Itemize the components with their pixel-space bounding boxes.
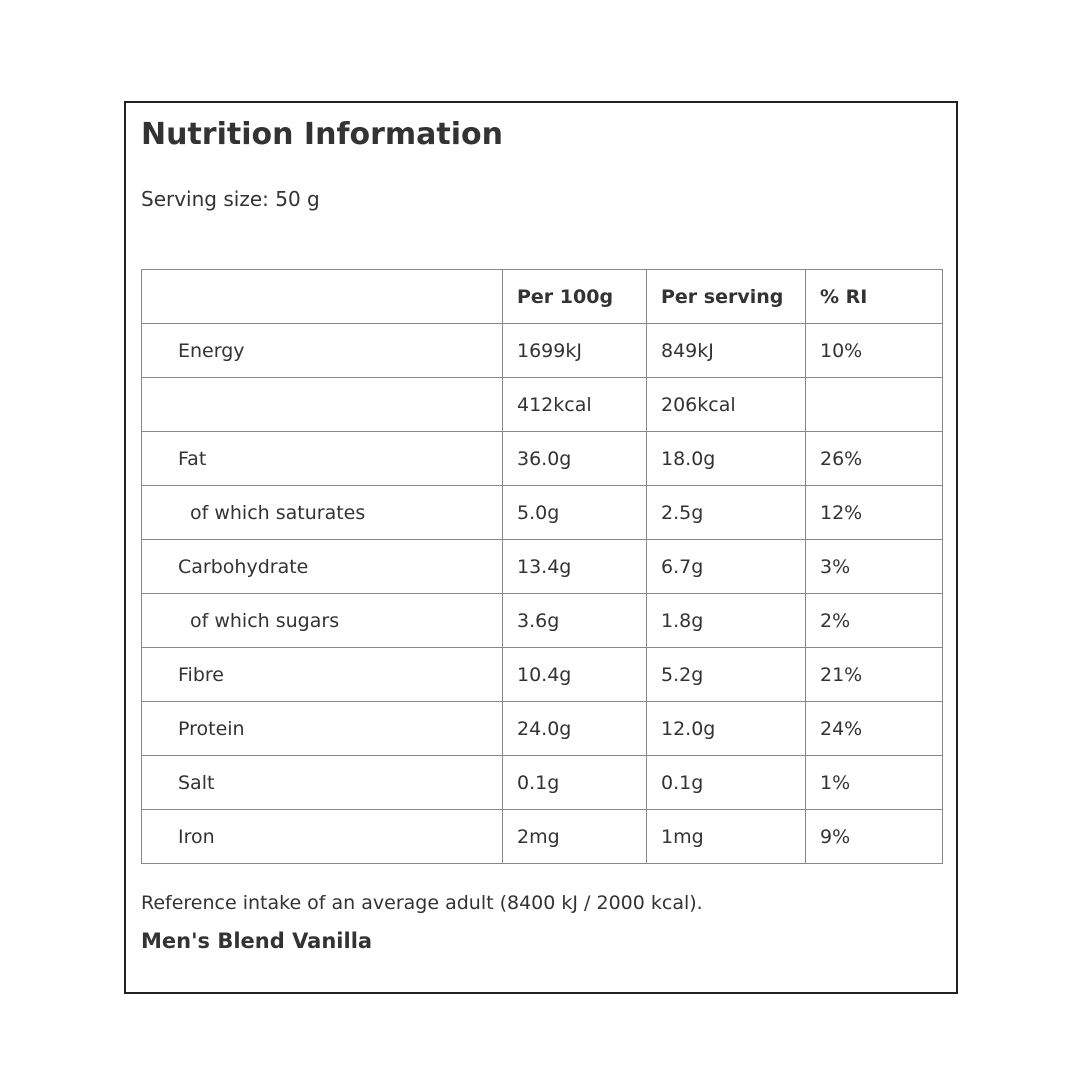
product-name: Men's Blend Vanilla bbox=[141, 929, 373, 953]
ri-value: 26% bbox=[806, 432, 943, 486]
ri-value: 9% bbox=[806, 810, 943, 864]
table-header-row bbox=[142, 270, 943, 324]
per-serving-value: 18.0g bbox=[647, 432, 806, 486]
per-serving-value: 1mg bbox=[647, 810, 806, 864]
ri-value: 1% bbox=[806, 756, 943, 810]
table-row bbox=[142, 810, 943, 864]
ri-value: 3% bbox=[806, 540, 943, 594]
nutrient-label bbox=[142, 378, 503, 432]
table-row bbox=[142, 432, 943, 486]
per-serving-value: 12.0g bbox=[647, 702, 806, 756]
header-nutrient bbox=[142, 270, 503, 324]
per-100g-value: 1699kJ bbox=[503, 324, 647, 378]
per-serving-value: 2.5g bbox=[647, 486, 806, 540]
per-100g-value: 5.0g bbox=[503, 486, 647, 540]
ri-value bbox=[806, 378, 943, 432]
table-row bbox=[142, 702, 943, 756]
nutrient-label: of which sugars bbox=[142, 594, 503, 648]
page-title: Nutrition Information bbox=[141, 117, 503, 152]
nutrient-label: Iron bbox=[142, 810, 503, 864]
ri-value: 12% bbox=[806, 486, 943, 540]
reference-note: Reference intake of an average adult (8400 kJ / 2000 kcal). bbox=[141, 892, 703, 914]
table-row bbox=[142, 324, 943, 378]
table-row bbox=[142, 756, 943, 810]
per-serving-value: 0.1g bbox=[647, 756, 806, 810]
table-row bbox=[142, 594, 943, 648]
nutrient-label: Protein bbox=[142, 702, 503, 756]
per-serving-value: 206kcal bbox=[647, 378, 806, 432]
table-row bbox=[142, 486, 943, 540]
nutrient-label: Energy bbox=[142, 324, 503, 378]
per-100g-value: 0.1g bbox=[503, 756, 647, 810]
nutrient-label: Fat bbox=[142, 432, 503, 486]
per-serving-value: 5.2g bbox=[647, 648, 806, 702]
header-per-serving: Per serving bbox=[647, 270, 806, 324]
per-100g-value: 36.0g bbox=[503, 432, 647, 486]
per-100g-value: 10.4g bbox=[503, 648, 647, 702]
per-100g-value: 412kcal bbox=[503, 378, 647, 432]
header-per-100g: Per 100g bbox=[503, 270, 647, 324]
nutrient-label: Carbohydrate bbox=[142, 540, 503, 594]
ri-value: 10% bbox=[806, 324, 943, 378]
header-ri: % RI bbox=[806, 270, 943, 324]
ri-value: 24% bbox=[806, 702, 943, 756]
serving-size: Serving size: 50 g bbox=[141, 187, 320, 211]
per-serving-value: 6.7g bbox=[647, 540, 806, 594]
nutrient-label: Fibre bbox=[142, 648, 503, 702]
per-serving-value: 849kJ bbox=[647, 324, 806, 378]
table-row bbox=[142, 378, 943, 432]
per-100g-value: 13.4g bbox=[503, 540, 647, 594]
per-serving-value: 1.8g bbox=[647, 594, 806, 648]
nutrition-panel bbox=[124, 101, 958, 994]
per-100g-value: 24.0g bbox=[503, 702, 647, 756]
per-100g-value: 3.6g bbox=[503, 594, 647, 648]
table-row bbox=[142, 540, 943, 594]
nutrient-label: of which saturates bbox=[142, 486, 503, 540]
nutrition-table bbox=[141, 269, 943, 864]
per-100g-value: 2mg bbox=[503, 810, 647, 864]
nutrient-label: Salt bbox=[142, 756, 503, 810]
ri-value: 21% bbox=[806, 648, 943, 702]
ri-value: 2% bbox=[806, 594, 943, 648]
table-row bbox=[142, 648, 943, 702]
